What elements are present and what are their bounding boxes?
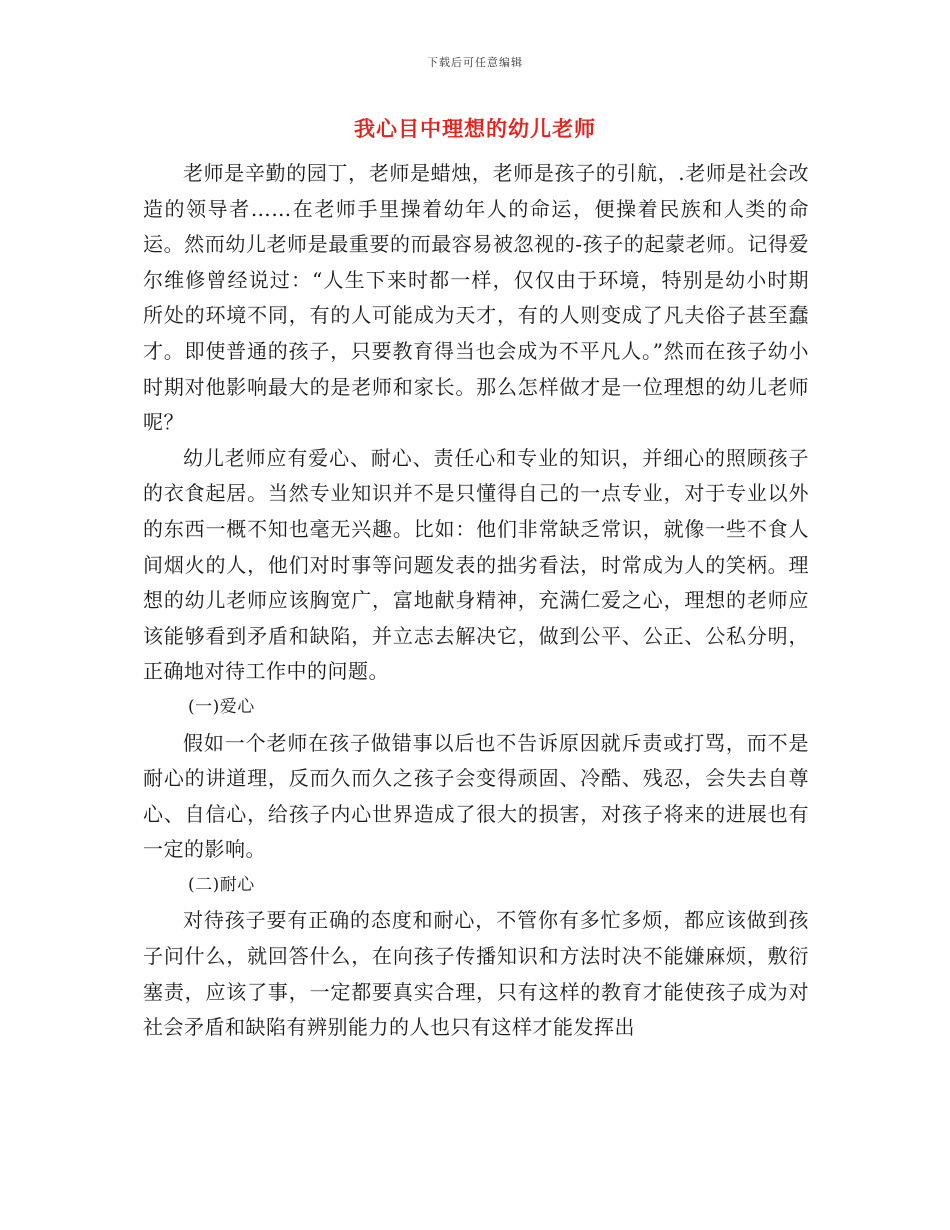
section-heading-love: (一)爱心 (188, 696, 255, 717)
section-heading-patience: (二)耐心 (188, 874, 255, 895)
paragraph-qualities: 幼儿老师应有爱心、耐心、责任心和专业的知识，并细心的照顾孩子的衣食起居。当然专业知识并不是只懂得自己的一点专业，对于专业以外的东西一概不知也毫无兴趣。比如：他们非常缺乏常识，就像一些不食人间烟火的人，他们对时事等问题发表的拙劣看法，时常成为人的笑柄。理想的幼儿老师应该胸宽广，富地献身精神，充满仁爱之心，理想的老师应该能够看到矛盾和缺陷，并立志去解决它，做到公平、公正、公私分明，正确地对待工作中的问题。 (143, 445, 809, 684)
page-header-note: 下载后可任意编辑 (427, 56, 523, 69)
document-body (143, 156, 809, 1046)
paragraph-patience: 对待孩子要有正确的态度和耐心，不管你有多忙多烦，都应该做到孩子问什么，就回答什么，在向孩子传播知识和方法时决不能嫌麻烦，敷衍塞责，应该了事，一定都要真实合理，只有这样的教育才能使孩子成为对社会矛盾和缺陷有辨别能力的人也只有这样才能发挥出 (143, 908, 809, 1040)
document-title: 我心目中理想的幼儿老师 (354, 116, 596, 141)
paragraph-intro: 老师是辛勤的园丁，老师是蜡烛，老师是孩子的引航，.老师是社会改造的领导者……在老师手里操着幼年人的命运，便操着民族和人类的命运。然而幼儿老师是最重要的而最容易被忽视的-孩子的起蒙老师。记得爱尔维修曾经说过：“人生下来时都一样，仅仅由于环境，特别是幼小时期所处的环境不同，有的人可能成为天才，有的人则变成了凡夫俗子甚至蠢才。即使普通的孩子，只要教育得当也会成为不平凡人。”然而在孩子幼小时期对他影响最大的是老师和家长。那么怎样做才是一位理想的幼儿老师呢？ (143, 161, 809, 435)
paragraph-love: 假如一个老师在孩子做错事以后也不告诉原因就斥责或打骂，而不是耐心的讲道理，反而久而久之孩子会变得顽固、冷酷、残忍，会失去自尊心、自信心，给孩子内心世界造成了很大的损害，对孩子将来的进展也有一定的影响。 (143, 730, 809, 862)
